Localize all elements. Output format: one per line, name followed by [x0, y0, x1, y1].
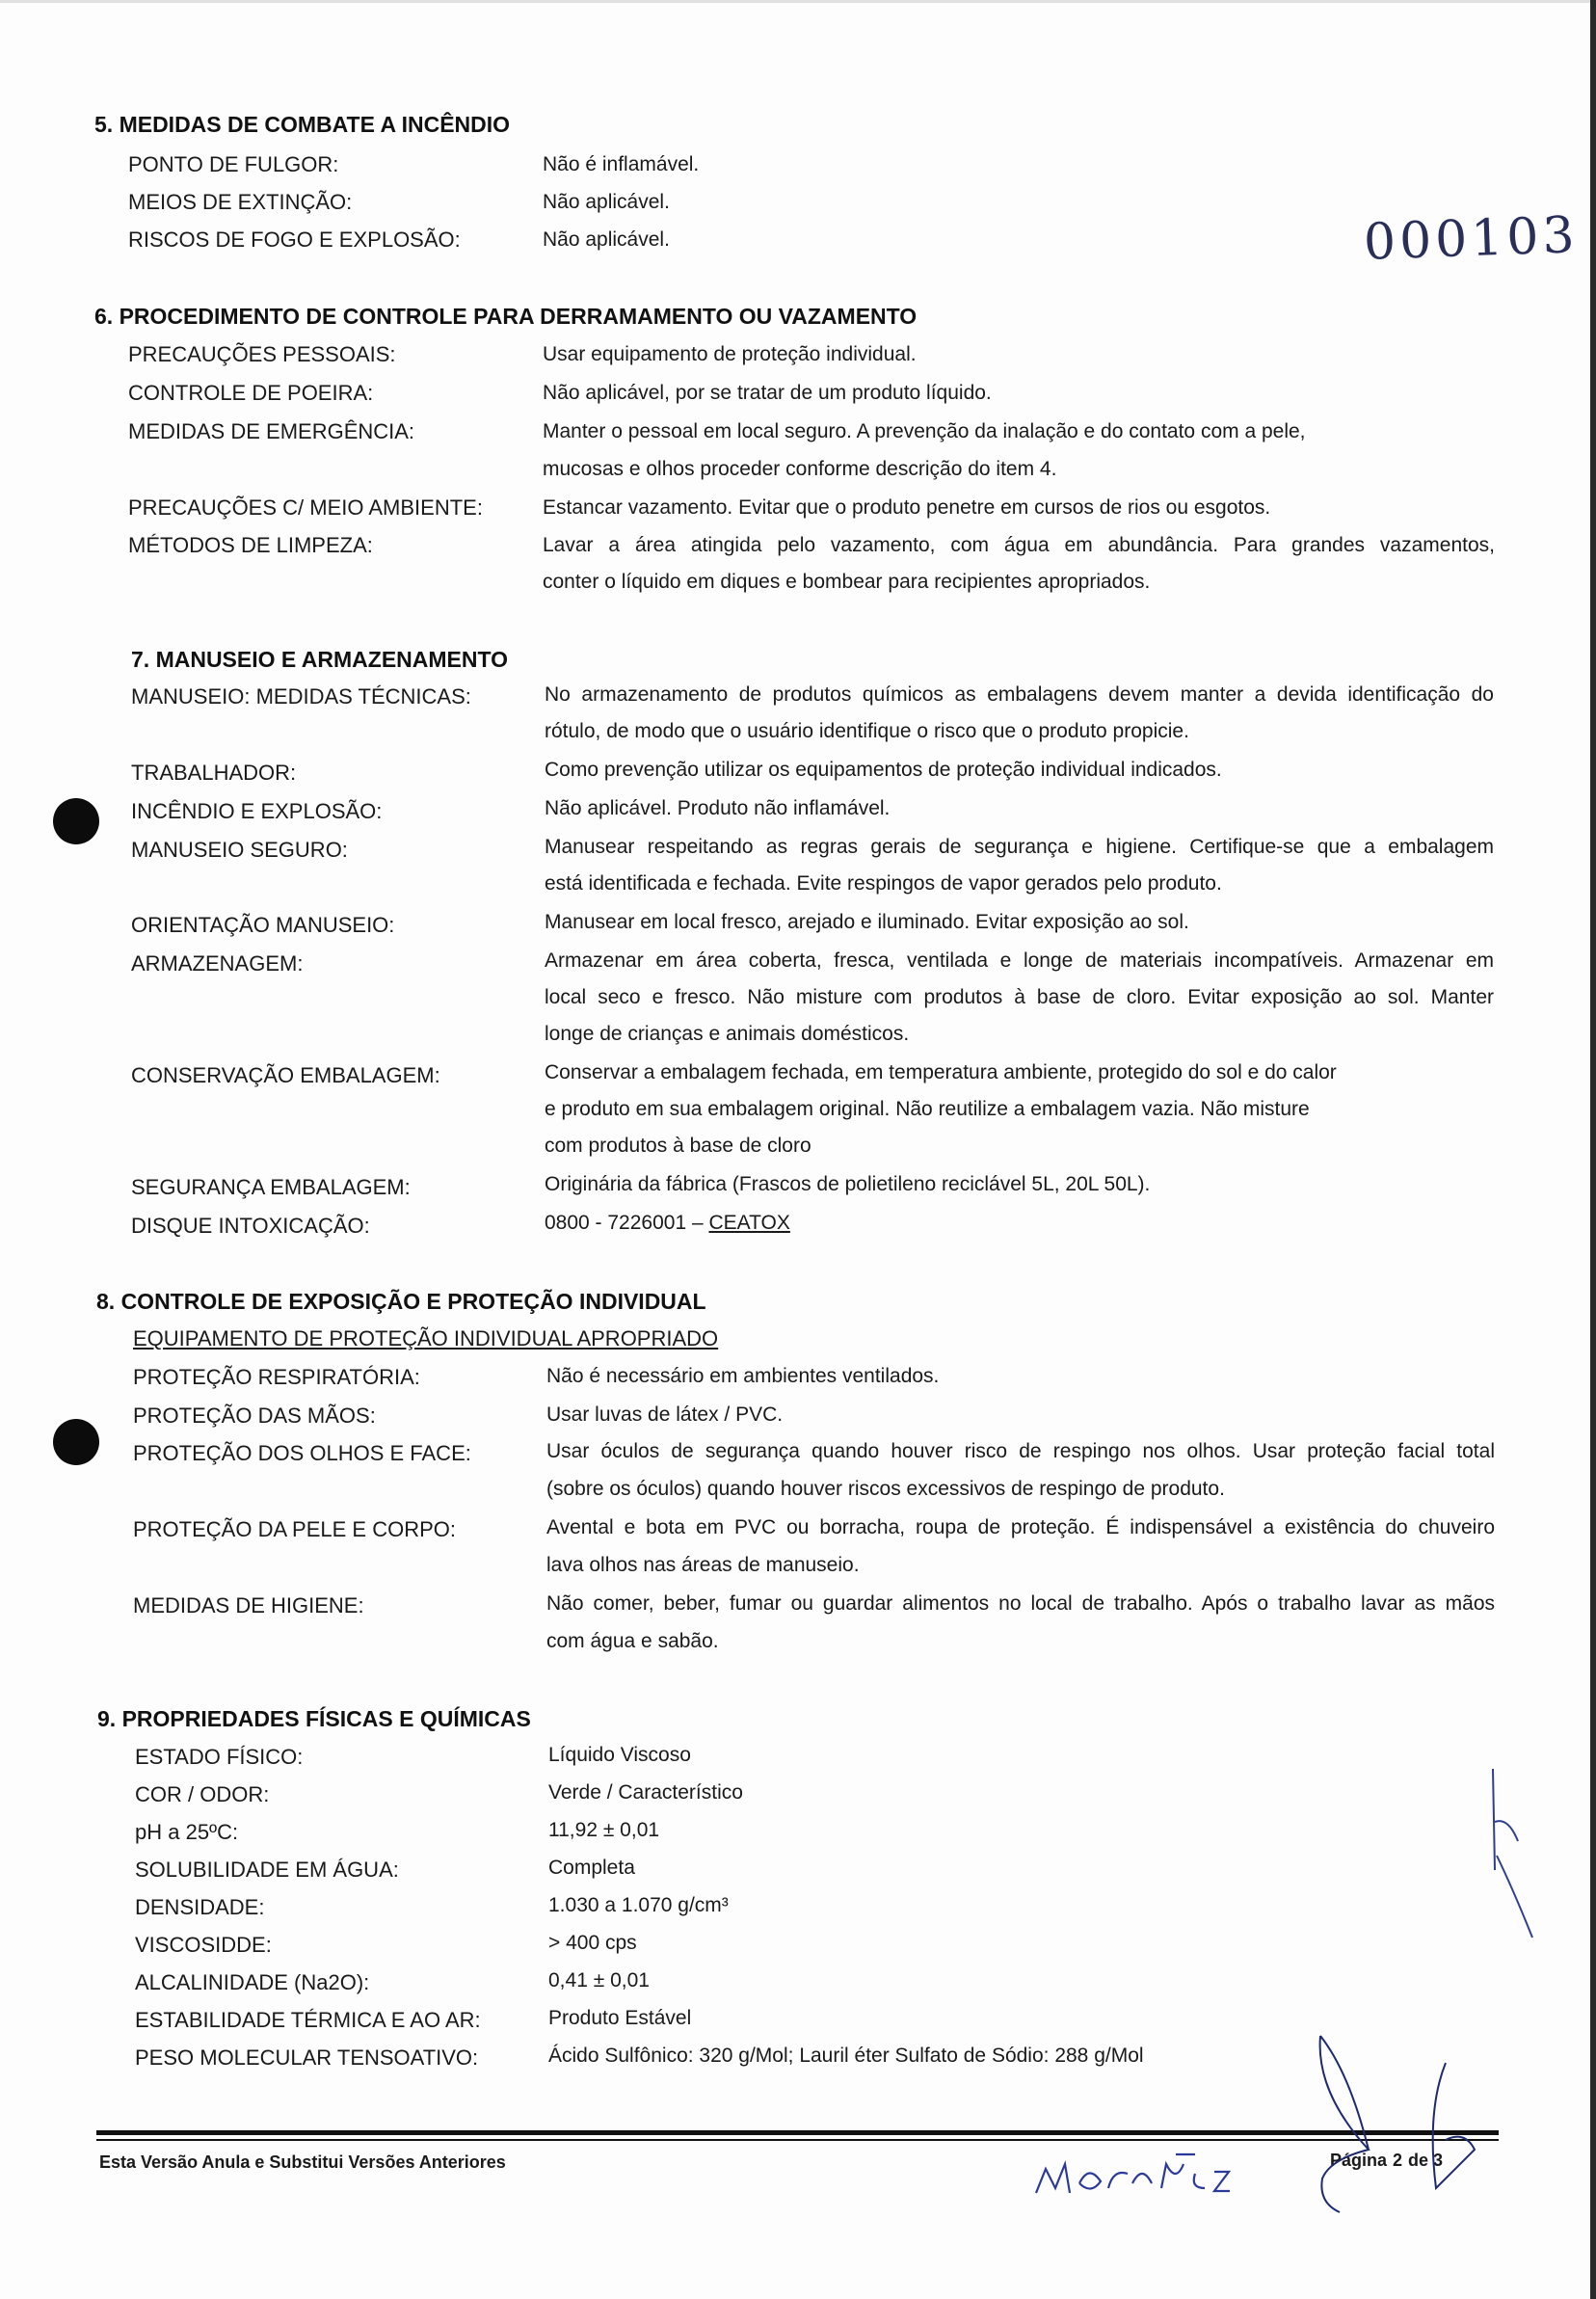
s5-value-2: Não aplicável. [543, 191, 670, 213]
handwritten-name-icon [1031, 2135, 1243, 2212]
s8-label-3: PROTEÇÃO DOS OLHOS E FACE: [133, 1441, 471, 1465]
s7-value-5-line-1: Manusear em local fresco, arejado e iluminado. Evitar exposição ao sol. [545, 911, 1189, 933]
s7-value-7-line-2: e produto em sua embalagem original. Não reutilize a embalagem vazia. Não misture [545, 1098, 1310, 1120]
handwritten-signature-bottom-icon [1311, 2034, 1561, 2227]
s7-value-4-line-2: está identificada e fechada. Evite respingos de vapor gerados pelo produto. [545, 872, 1222, 895]
s7-value-6-line-1: Armazenar em área coberta, fresca, ventilada e longe de materiais incompatíveis. Armazenar em [545, 949, 1494, 972]
s9-value-1: Líquido Viscoso [548, 1744, 691, 1766]
section-9-title: 9. PROPRIEDADES FÍSICAS E QUÍMICAS [97, 1706, 531, 1731]
s6-value-5-line-1: Lavar a área atingida pelo vazamento, com água em abundância. Para grandes vazamentos, [543, 534, 1495, 556]
s9-label-2: COR / ODOR: [135, 1782, 270, 1806]
s7-value-1-line-1: No armazenamento de produtos químicos as embalagens devem manter a devida identificação do [545, 683, 1494, 706]
section-7-title: 7. MANUSEIO E ARMAZENAMENTO [131, 647, 509, 672]
s9-value-3: 11,92 ± 0,01 [548, 1819, 660, 1841]
s6-value-5-line-2: conter o líquido em diques e bombear para recipientes apropriados. [543, 571, 1151, 593]
s7-value-6-line-2: local seco e fresco. Não misture com produtos à base de cloro. Evitar exposição ao sol. Manter [545, 986, 1494, 1008]
section-8-title: 8. CONTROLE DE EXPOSIÇÃO E PROTEÇÃO INDIVIDUAL [96, 1289, 706, 1314]
s6-value-3-line-2: mucosas e olhos proceder conforme descrição do item 4. [543, 458, 1057, 480]
s6-value-3-line-1: Manter o pessoal em local seguro. A prevenção da inalação e do contato com a pele, [543, 420, 1306, 442]
s8-value-4-line-1: Avental e bota em PVC ou borracha, roupa de proteção. É indispensável a existência do chuveiro [546, 1516, 1495, 1538]
page-current: 2 [1393, 2151, 1403, 2170]
s7-label-7: CONSERVAÇÃO EMBALAGEM: [131, 1063, 440, 1087]
s6-label-1: PRECAUÇÕES PESSOAIS: [128, 342, 396, 366]
s6-value-4-line-1: Estancar vazamento. Evitar que o produto penetre em cursos de rios ou esgotos. [543, 496, 1271, 519]
s9-label-3: pH a 25ºC: [135, 1820, 239, 1844]
s7-value-9-line-1 [545, 1212, 790, 1235]
s8-value-3-line-1: Usar óculos de segurança quando houver risco de respingo nos olhos. Usar proteção facial total [546, 1440, 1495, 1462]
s9-label-7: ALCALINIDADE (Na2O): [135, 1970, 370, 1994]
s7-value-7-line-1: Conservar a embalagem fechada, em temperatura ambiente, protegido do sol e do calor [545, 1061, 1337, 1083]
s6-label-5: MÉTODOS DE LIMPEZA: [128, 533, 373, 557]
handwritten-initials-right-icon [1479, 1764, 1556, 1957]
s9-value-4: Completa [548, 1857, 635, 1879]
s7-value-6-line-3: longe de crianças e animais domésticos. [545, 1023, 910, 1045]
s7-label-1: MANUSEIO: MEDIDAS TÉCNICAS: [131, 684, 471, 708]
s7-label-4: MANUSEIO SEGURO: [131, 838, 348, 862]
punch-hole-bottom [53, 1419, 99, 1465]
s7-label-2: TRABALHADOR: [131, 761, 297, 785]
page-total: de 3 [1408, 2151, 1444, 2170]
s9-value-6: > 400 cps [548, 1932, 637, 1954]
s6-label-4: PRECAUÇÕES C/ MEIO AMBIENTE: [128, 495, 483, 520]
s8-label-4: PROTEÇÃO DA PELE E CORPO: [133, 1517, 456, 1541]
s8-value-2-line-1: Usar luvas de látex / PVC. [546, 1403, 784, 1426]
section-5-title: 5. MEDIDAS DE COMBATE A INCÊNDIO [94, 112, 511, 137]
s7-label-5: ORIENTAÇÃO MANUSEIO: [131, 913, 395, 937]
s8-label-2: PROTEÇÃO DAS MÃOS: [133, 1403, 376, 1428]
s6-value-2-line-1: Não aplicável, por se tratar de um produto líquido. [543, 382, 992, 404]
section-6-title: 6. PROCEDIMENTO DE CONTROLE PARA DERRAMAMENTO OU VAZAMENTO [94, 304, 918, 329]
s7-value-3-line-1: Não aplicável. Produto não inflamável. [545, 797, 891, 819]
s7-value-2-line-1: Como prevenção utilizar os equipamentos de proteção individual indicados. [545, 759, 1222, 781]
s9-value-7: 0,41 ± 0,01 [548, 1969, 650, 1992]
s7-label-8: SEGURANÇA EMBALAGEM: [131, 1175, 411, 1199]
s8-value-5-line-2: com água e sabão. [546, 1630, 719, 1652]
hotline-number: 0800 - 7226001 – [545, 1212, 709, 1234]
s7-value-4-line-1: Manusear respeitando as regras gerais de segurança e higiene. Certifique-se que a embalagem [545, 836, 1494, 858]
section-8-subtitle: EQUIPAMENTO DE PROTEÇÃO INDIVIDUAL APROPRIADO [133, 1326, 719, 1350]
footer-rule-thick [96, 2130, 1499, 2135]
s7-value-7-line-3: com produtos à base de cloro [545, 1135, 811, 1157]
page-word: Página [1330, 2151, 1388, 2170]
footer-rule-thin [96, 2139, 1499, 2141]
s6-label-3: MEDIDAS DE EMERGÊNCIA: [128, 419, 415, 443]
handwriting-text: MORENO [1031, 2209, 1040, 2211]
s7-value-8-line-1: Originária da fábrica (Frascos de polietileno reciclável 5L, 20L 50L). [545, 1173, 1151, 1195]
s8-value-1-line-1: Não é necessário em ambientes ventilados. [546, 1365, 940, 1387]
s8-value-4-line-2: lava olhos nas áreas de manuseio. [546, 1554, 860, 1576]
s5-label-2: MEIOS DE EXTINÇÃO: [128, 190, 353, 214]
s7-label-9: DISQUE INTOXICAÇÃO: [131, 1214, 370, 1238]
s7-value-1-line-2: rótulo, de modo que o usuário identifique o risco que o produto propicie. [545, 720, 1189, 742]
scan-edge-right [1590, 0, 1596, 2299]
s9-label-8: ESTABILIDADE TÉRMICA E AO AR: [135, 2008, 481, 2032]
s8-value-5-line-1: Não comer, beber, fumar ou guardar alimentos no local de trabalho. Após o trabalho lavar as mãos [546, 1592, 1495, 1615]
s9-value-5: 1.030 a 1.070 g/cm³ [548, 1894, 729, 1916]
s9-label-1: ESTADO FÍSICO: [135, 1745, 304, 1769]
scan-edge-top [0, 0, 1596, 3]
ceatox-link[interactable]: CEATOX [708, 1212, 790, 1234]
s6-label-2: CONTROLE DE POEIRA: [128, 381, 374, 405]
s5-value-3: Não aplicável. [543, 228, 670, 251]
s9-label-5: DENSIDADE: [135, 1895, 265, 1919]
s9-value-9: Ácido Sulfônico: 320 g/Mol; Lauril éter Sulfato de Sódio: 288 g/Mol [548, 2045, 1144, 2067]
s5-label-3: RISCOS DE FOGO E EXPLOSÃO: [128, 227, 461, 252]
document-stamp-number: 000103 [1363, 206, 1580, 272]
footer-version-notice: Esta Versão Anula e Substitui Versões Anteriores [99, 2152, 506, 2172]
s9-value-2: Verde / Característico [548, 1781, 743, 1804]
s9-label-9: PESO MOLECULAR TENSOATIVO: [135, 2045, 479, 2070]
s7-label-6: ARMAZENAGEM: [131, 951, 304, 976]
s5-value-1: Não é inflamável. [543, 153, 700, 175]
s7-label-3: INCÊNDIO E EXPLOSÃO: [131, 799, 383, 823]
s9-label-6: VISCOSIDDE: [135, 1933, 272, 1957]
s9-value-8: Produto Estável [548, 2007, 692, 2029]
punch-hole-top [53, 798, 99, 844]
s5-label-1: PONTO DE FULGOR: [128, 152, 339, 176]
s6-value-1-line-1: Usar equipamento de proteção individual. [543, 343, 917, 365]
s8-label-1: PROTEÇÃO RESPIRATÓRIA: [133, 1365, 420, 1389]
s9-label-4: SOLUBILIDADE EM ÁGUA: [135, 1858, 399, 1882]
s8-label-5: MEDIDAS DE HIGIENE: [133, 1593, 364, 1617]
s8-value-3-line-2: (sobre os óculos) quando houver riscos excessivos de respingo de produto. [546, 1478, 1225, 1500]
